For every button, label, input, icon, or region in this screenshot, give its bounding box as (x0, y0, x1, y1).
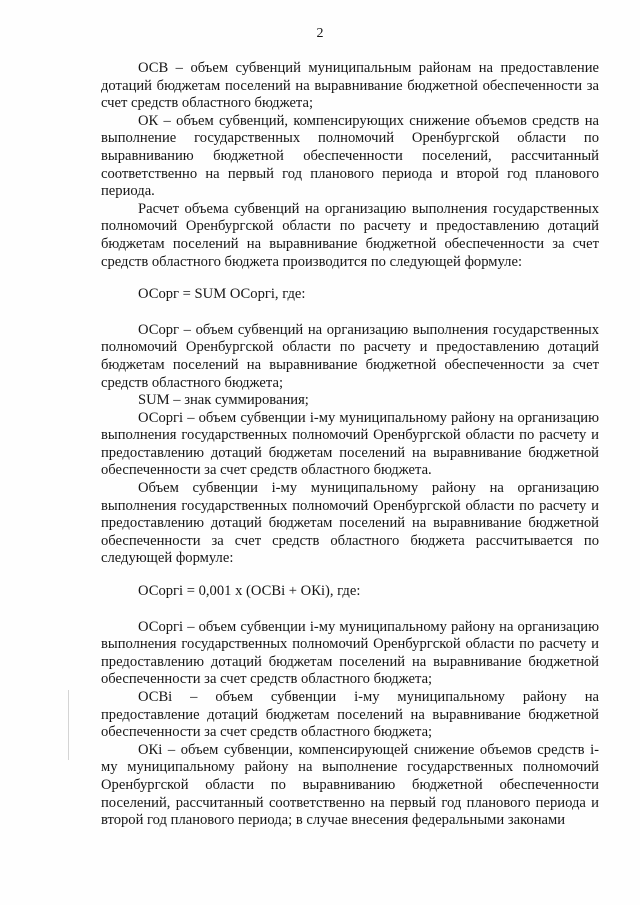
definition-osvi: ОСВi – объем субвенции i-му муниципальному району на предоставление дотаций бюджетам поселений на выравнивание бюджетной обеспеченности за счет средств областного бюджета; (101, 689, 599, 741)
document-body (101, 60, 599, 830)
definition-oki: ОКi – объем субвенции, компенсирующей снижение объемов средств i-му муниципальному району на выполнение государственных полномочий Оренбургской области по выравниванию бюджетной обеспеченности поселений, рассчитанный соответственно на первый год планового периода и второй год планового периода; в случае внесения федеральными законами (101, 741, 599, 829)
calculation-intro: Расчет объема субвенций на организацию выполнения государственных полномочий Оренбургской области по расчету и предоставлению дотаций бюджетам поселений на выравнивание бюджетной обеспеченности за счет средств областного бюджета производится по следующей формуле: (101, 200, 599, 270)
definition-sum: SUM – знак суммирования; (138, 392, 309, 409)
definition-ok: ОК – объем субвенций, компенсирующих снижение объемов средств на выполнение государственных полномочий Оренбургской области по выравниванию бюджетной обеспеченности поселений, рассчитанный соответственно на первый год планового периода и второй год планового периода. (101, 112, 599, 200)
scan-margin-mark (68, 690, 69, 760)
definition-osorg: ОСорг – объем субвенций на организацию выполнения государственных полномочий Оренбургской области по расчету и предоставлению дотаций бюджетам поселений на выравнивание бюджетной обеспеченности за счет средств областного бюджета; (101, 321, 599, 391)
definition-osorgi: ОСоргi – объем субвенции i-му муниципальному району на организацию выполнения государственных полномочий Оренбургской области по расчету и предоставлению дотаций бюджетам поселений на выравнивание бюджетной обеспеченности за счет средств областного бюджета. (101, 409, 599, 479)
definition-osorgi-2: ОСоргi – объем субвенции i-му муниципальному району на организацию выполнения государственных полномочий Оренбургской области по расчету и предоставлению дотаций бюджетам поселений на выравнивание бюджетной обеспеченности за счет средств областного бюджета; (101, 618, 599, 688)
formula-osorg: ОСорг = SUM ОСоргi, где: (138, 286, 306, 303)
calculation-intro-i: Объем субвенции i-му муниципальному району на организацию выполнения государственных полномочий Оренбургской области по расчету и предоставлению дотаций бюджетам поселений на выравнивание бюджетной обеспеченности за счет средств областного бюджета рассчитывается по следующей формуле: (101, 480, 599, 567)
definition-osv: ОСВ – объем субвенций муниципальным районам на предоставление дотаций бюджетам поселений на выравнивание бюджетной обеспеченности за счет средств областного бюджета; (101, 60, 599, 112)
page-number: 2 (316, 26, 324, 41)
formula-osorgi: ОСоргi = 0,001 x (ОСВi + ОКi), где: (138, 583, 361, 600)
